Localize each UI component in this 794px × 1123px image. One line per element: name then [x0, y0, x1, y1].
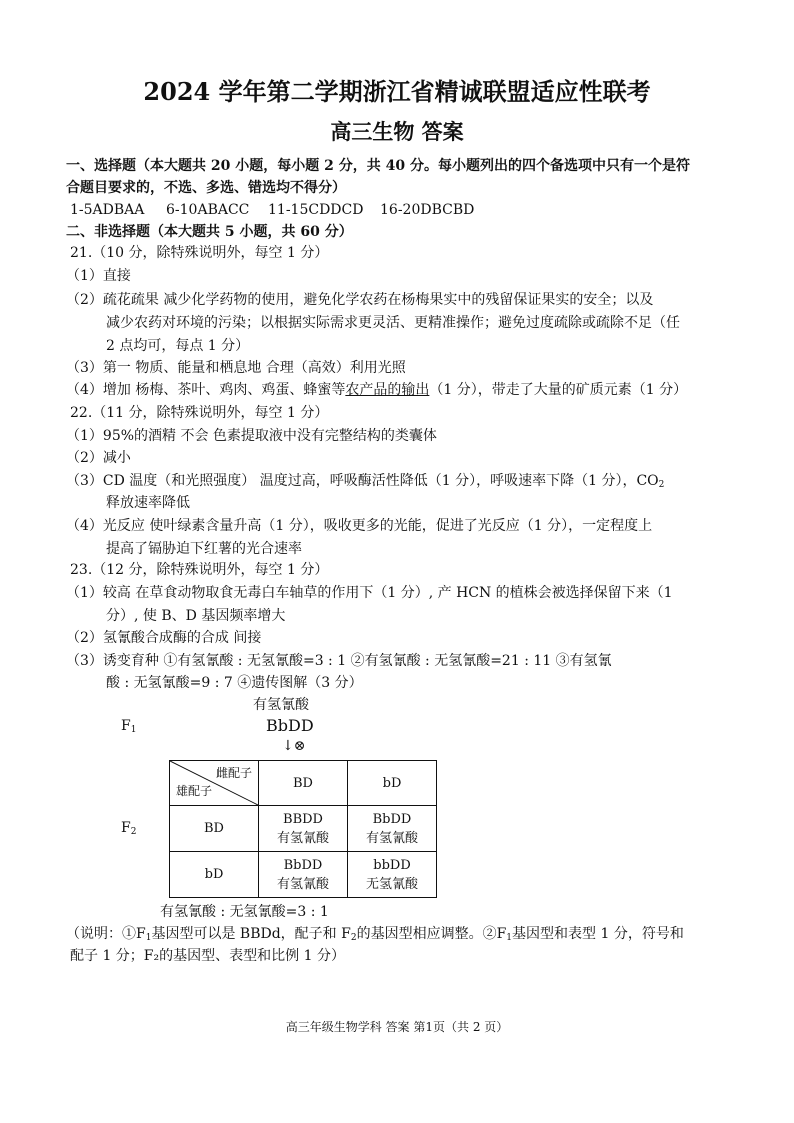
- page-footer: 高三年级生物学科 答案 第1页（共 2 页）: [285, 1020, 509, 1034]
- q23-part3-line2: 酸 : 无氢氰酸=9 : 7 ④遗传图解（3 分）: [106, 675, 363, 691]
- f1-label: $F_1$: [121, 718, 137, 735]
- answer-6-10: 6-10ABACC: [166, 202, 250, 218]
- offspring-cell: BBDD 有氢氰酸: [259, 806, 348, 852]
- q21-part4: （4）增加 杨梅、茶叶、鸡肉、鸡蛋、蜂蜜等农产品的输出（1 分），带走了大量的矿质元素（1 分）: [66, 382, 688, 398]
- parent-phenotype: 有氢氰酸: [253, 697, 309, 713]
- female-gamete-bd-lower: bD: [348, 761, 437, 806]
- q22-part4-line2: 提高了镉胁迫下红薯的光合速率: [106, 541, 302, 557]
- q22-part4-line1: （4）光反应 使叶绿素含量升高（1 分），吸收更多的光能，促进了光反应（1 分），一定程度上: [66, 518, 653, 534]
- q21-part2-line1: （2）疏花疏果 减少化学药物的使用，避免化学农药在杨梅果实中的残留保证果实的安全；以及: [66, 292, 654, 308]
- female-gamete-bd: BD: [259, 761, 348, 806]
- female-gamete-label: 雌配子: [215, 766, 252, 780]
- q23-header: 23.（12 分，除特殊说明外，每空 1 分）: [70, 562, 329, 578]
- q22-part3-line2: 释放速率降低: [106, 495, 190, 511]
- male-gamete-bd: BD: [170, 806, 259, 852]
- q23-part1-line1: （1）较高 在草食动物取食无毒白车轴草的作用下（1 分）, 产 HCN 的植株会被选择保留下来（1: [66, 585, 673, 601]
- page-title: 2024 学年第二学期浙江省精诚联盟适应性联考: [143, 77, 651, 106]
- q21-part3: （3）第一 物质、能量和栖息地 合理（高效）利用光照: [66, 360, 406, 376]
- q23-part2: （2）氢氰酸合成酶的合成 间接: [66, 630, 262, 646]
- selfing-symbol: ↓⊗: [282, 738, 306, 754]
- q21-part1: （1）直接: [66, 268, 131, 284]
- offspring-cell: BbDD 有氢氰酸: [259, 852, 348, 898]
- q22-part3-line1: （3）CD 温度（和光照强度） 温度过高，呼吸酶活性降低（1 分），呼吸速率下降（1 分），$CO_2$: [66, 473, 665, 490]
- male-gamete-bd-lower: bD: [170, 852, 259, 898]
- section2-heading: 二、非选择题（本大题共 5 小题，共 60 分）: [66, 224, 353, 240]
- q21-part2-line2: 减少农药对环境的污染；以根据实际需求更灵活、更精准操作；避免过度疏除或疏除不足（任: [106, 315, 680, 331]
- offspring-cell: bbDD 无氢氰酸: [348, 852, 437, 898]
- section1-heading-line1: 一、选择题（本大题共 20 小题，每小题 2 分，共 40 分。每小题列出的四个备选项中只有一个是符: [66, 158, 690, 174]
- q22-part1: （1）95%的酒精 不会 色素提取液中没有完整结构的类囊体: [66, 428, 437, 444]
- punnett-square: [169, 760, 437, 898]
- parent-genotype: BbDD: [266, 716, 314, 735]
- male-gamete-label: 雄配子: [176, 784, 213, 798]
- q21-part4-underlined: 农产品的输出: [345, 382, 430, 398]
- q23-part3-line1: （3）诱变育种 ①有氢氰酸 : 无氢氰酸=3 : 1 ②有氢氰酸 : 无氢氰酸=21 : 11 ③有氢氰: [66, 653, 612, 669]
- answer-11-15: 11-15CDDCD: [268, 202, 364, 218]
- offspring-cell: BbDD 有氢氰酸: [348, 806, 437, 852]
- note-line2: 配子 1 分；F₂的基因型、表型和比例 1 分）: [70, 948, 345, 964]
- q22-header: 22.（11 分，除特殊说明外，每空 1 分）: [70, 405, 329, 421]
- punnett-corner-cell: [170, 761, 259, 806]
- answer-16-20: 16-20DBCBD: [380, 202, 475, 218]
- q22-part2: （2）减小: [66, 450, 131, 466]
- phenotype-ratio: 有氢氰酸 : 无氢氰酸=3 : 1: [160, 904, 329, 920]
- note-line1: （说明：$①F_1$基因型可以是 BBDd，配子和 $F_2$的基因型相应调整。$②F_1$基因型和表型 1 分，符号和: [66, 926, 684, 943]
- q21-header: 21.（10 分，除特殊说明外，每空 1 分）: [70, 245, 329, 261]
- q23-part1-line2: 分）, 使 B、D 基因频率增大: [106, 608, 286, 624]
- section1-heading-line2: 合题目要求的，不选、多选、错选均不得分）: [66, 180, 346, 196]
- q21-part2-line3: 2 点均可，每点 1 分）: [106, 338, 250, 354]
- f2-label: $F_2$: [121, 820, 137, 837]
- answer-1-5: 1-5ADBAA: [70, 202, 145, 218]
- page-subtitle: 高三生物 答案: [330, 119, 464, 144]
